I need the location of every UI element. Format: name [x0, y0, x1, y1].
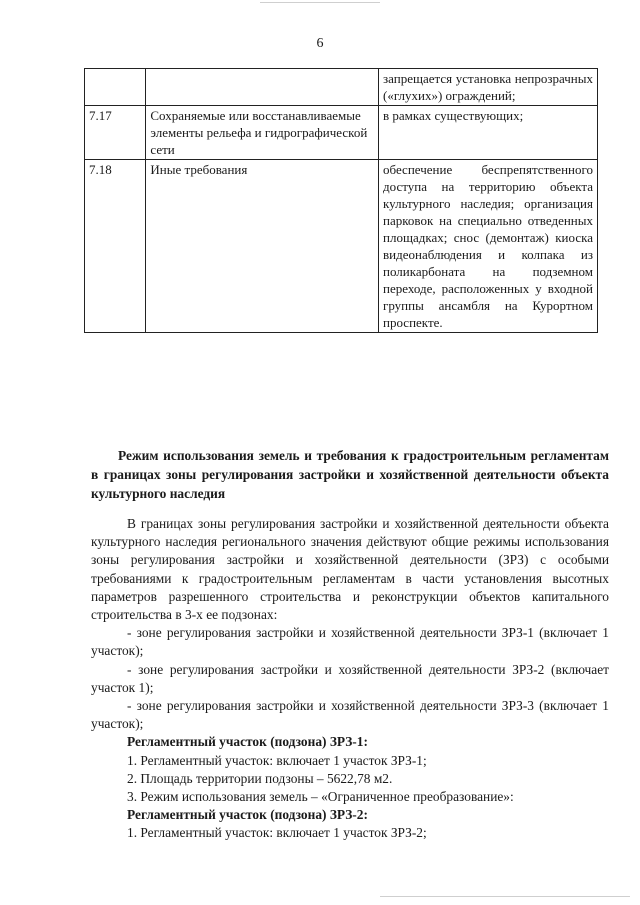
intro-paragraph: В границах зоны регулирования застройки и хозяйственной деятельности объекта культурного наследия регионального значения действуют общие режимы использования зоны регулирования застройки и хозяйственной деятельности (ЗРЗ) с особыми требованиями к градостроительным регламентам в части установления высотных параметров разрешенного строительства и реконструкции объектов капитального строительства в 3-х ее подзонах: — [91, 516, 609, 623]
table-row — [85, 106, 598, 160]
row-number-cell: 7.17 — [85, 106, 146, 160]
row-number-cell: 7.18 — [85, 160, 146, 333]
requirements-table — [84, 68, 598, 333]
subzone-line: 1. Регламентный участок: включает 1 участок ЗРЗ-1; — [127, 752, 427, 768]
subzone-line: 1. Регламентный участок: включает 1 участок ЗРЗ-2; — [127, 825, 427, 841]
row-name-cell — [146, 69, 379, 106]
row-value-cell: обеспечение беспрепятственного доступа на территорию объекта культурного наследия; организация парковок на специально отведенных площадках; снос (демонтаж) киоска видеонаблюдения и колпака из поликарбоната на подземном переходе, расположенных у входной группы ансамбля на Курортном проспекте. — [379, 160, 598, 333]
row-name-cell: Иные требования — [146, 160, 379, 333]
list-item: - зоне регулирования застройки и хозяйственной деятельности ЗРЗ-2 (включает участок 1); — [91, 661, 609, 695]
scan-artifact-bottom — [380, 896, 630, 897]
subzone-line: 2. Площадь территории подзоны – 5622,78 м2. — [127, 770, 393, 786]
list-item: - зоне регулирования застройки и хозяйственной деятельности ЗРЗ-1 (включает 1 участок); — [91, 625, 609, 659]
table-row — [85, 160, 598, 333]
subzone-title-zrz2: Регламентный участок (подзона) ЗРЗ-2: — [127, 807, 368, 823]
page-number: 6 — [316, 36, 324, 51]
section-heading: Режим использования земель и требования к градостроительным регламентам в границах зоны регулирования застройки и хозяйственной деятельности объекта культурного наследия — [91, 448, 609, 501]
body-text — [91, 515, 609, 843]
list-item: - зоне регулирования застройки и хозяйственной деятельности ЗРЗ-3 (включает 1 участок); — [91, 698, 609, 732]
scan-artifact-top — [260, 2, 380, 3]
subzone-line: 3. Режим использования земель – «Ограниченное преобразование»: — [127, 789, 514, 805]
subzone-title-zrz1: Регламентный участок (подзона) ЗРЗ-1: — [127, 734, 368, 750]
row-number-cell — [85, 69, 146, 106]
row-value-cell: в рамках существующих; — [379, 106, 598, 160]
row-name-cell: Сохраняемые или восстанавливаемые элементы рельефа и гидрографической сети — [146, 106, 379, 160]
row-value-cell: запрещается установка непрозрачных («глухих») ограждений; — [379, 69, 598, 106]
table-row — [85, 69, 598, 106]
